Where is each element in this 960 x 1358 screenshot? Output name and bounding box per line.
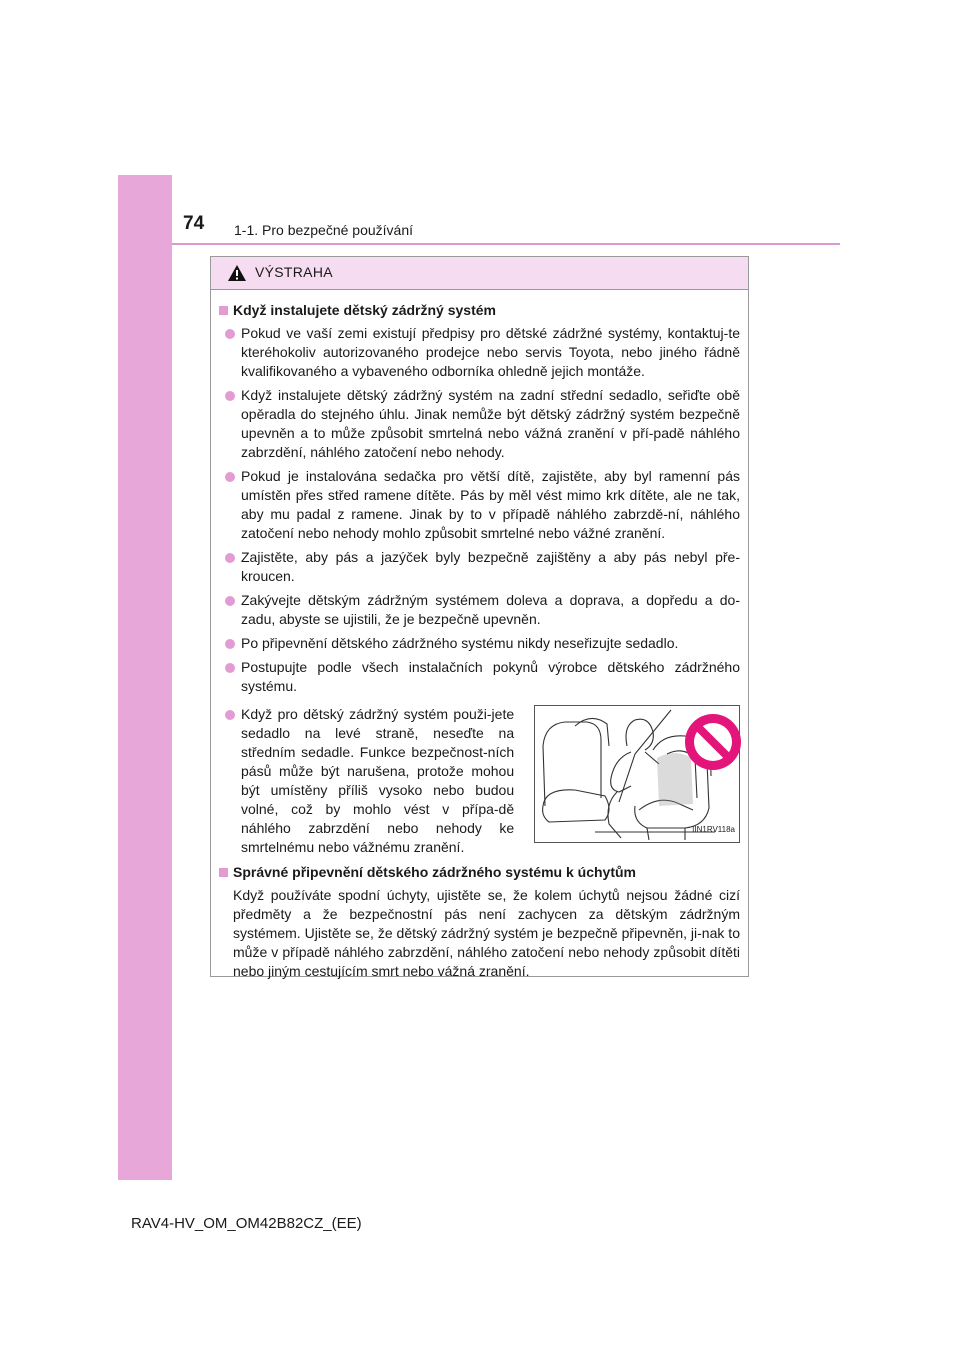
warning-box [210, 256, 749, 977]
header-rule [172, 243, 840, 245]
round-bullet-icon [225, 472, 235, 482]
list-item: Zakývejte dětským zádržným systémem doleva a doprava, a dopředu a do-zadu, abyste se ujistili, že je bezpečně upevněn. [219, 591, 740, 629]
round-bullet-icon [225, 663, 235, 673]
figure-id: IIN1RV118a [692, 825, 735, 834]
warning-label: VÝSTRAHA [255, 264, 333, 280]
square-bullet-icon [219, 306, 228, 315]
page-number: 74 [183, 213, 205, 234]
warning-body [211, 290, 748, 981]
list-item: Pokud ve vaší zemi existují předpisy pro dětské zádržné systémy, kontaktuj-te kteréhokoliv autorizovaného prodejce nebo servis Toyota, nebo jiného řádně kvalifikovaného a vybaveného odborníka ohledně jejich montáže. [219, 324, 740, 381]
round-bullet-icon [225, 391, 235, 401]
round-bullet-icon [225, 596, 235, 606]
warning-header [211, 257, 748, 290]
warning-triangle-icon [227, 264, 247, 282]
list-item: Po připevnění dětského zádržného systému nikdy neseřizujte sedadlo. [219, 634, 740, 653]
list-item: Pokud je instalována sedačka pro větší dítě, zajistěte, aby byl ramenní pás umístěn přes střed ramene dítěte. Pás by měl vést mimo krk dítěte, ale ne tak, aby mu padal z ramene. Jinak by to v případě náhlého zabrzdě-ní, náhlého zatočení nebo nehody mohlo způsobit smrtelné nebo vážné zranění. [219, 467, 740, 543]
round-bullet-icon [225, 553, 235, 563]
section-heading: Když instalujete dětský zádržný systém [219, 301, 740, 320]
list-item: Když instalujete dětský zádržný systém na zadní střední sedadlo, seřiďte obě opěradla do stejného úhlu. Jinak nemůže být dětský zádržný systém bezpečně upevněn a to může způsobit smrtelná nebo vážná zranění v pří-padě náhlého zabrzdění, náhlého zatočení nebo nehody. [219, 386, 740, 462]
figure-row [219, 705, 740, 857]
list-item: Zajistěte, aby pás a jazýček byly bezpečně zajištěny a aby pás nebyl pře-kroucen. [219, 548, 740, 586]
round-bullet-icon [225, 710, 235, 720]
section-heading: Správné připevnění dětského zádržného systému k úchytům [219, 863, 740, 882]
round-bullet-icon [225, 329, 235, 339]
section-paragraph: Když používáte spodní úchyty, ujistěte se, že kolem úchytů nejsou žádné cizí předměty a že bezpečnostní pás není zachycen za dětským zádržným systémem. Ujistěte se, že dětský zádržný systém je bezpečně připevněn, ji-nak to může v případě náhlého zabrzdění, náhlého zatočení nebo nehody způsobit dítěti nebo jiným cestujícím smrt nebo vážná zranění. [233, 887, 740, 979]
square-bullet-icon [219, 868, 228, 877]
side-tab [118, 175, 172, 1180]
section-title: 1-1. Pro bezpečné používání [234, 222, 414, 238]
list-item: Postupujte podle všech instalačních pokynů výrobce dětského zádržného systému. [219, 658, 740, 696]
list-item: Když pro dětský zádržný systém použi-jete sedadlo na levé straně, neseďte na středním sedadle. Funkce bezpečnost-ních pásů může být narušena, protože mohou být umístěny příliš vysoko nebo budou volné, což by mohlo vést v přípa-dě náhlého zabrzdění nebo nehody ke smrtelnému nebo vážnému zranění. [219, 705, 514, 857]
round-bullet-icon [225, 639, 235, 649]
document-code: RAV4-HV_OM_OM42B82CZ_(EE) [131, 1215, 362, 1232]
prohibited-sign-icon [685, 714, 741, 770]
child-seat-illustration [534, 705, 740, 843]
